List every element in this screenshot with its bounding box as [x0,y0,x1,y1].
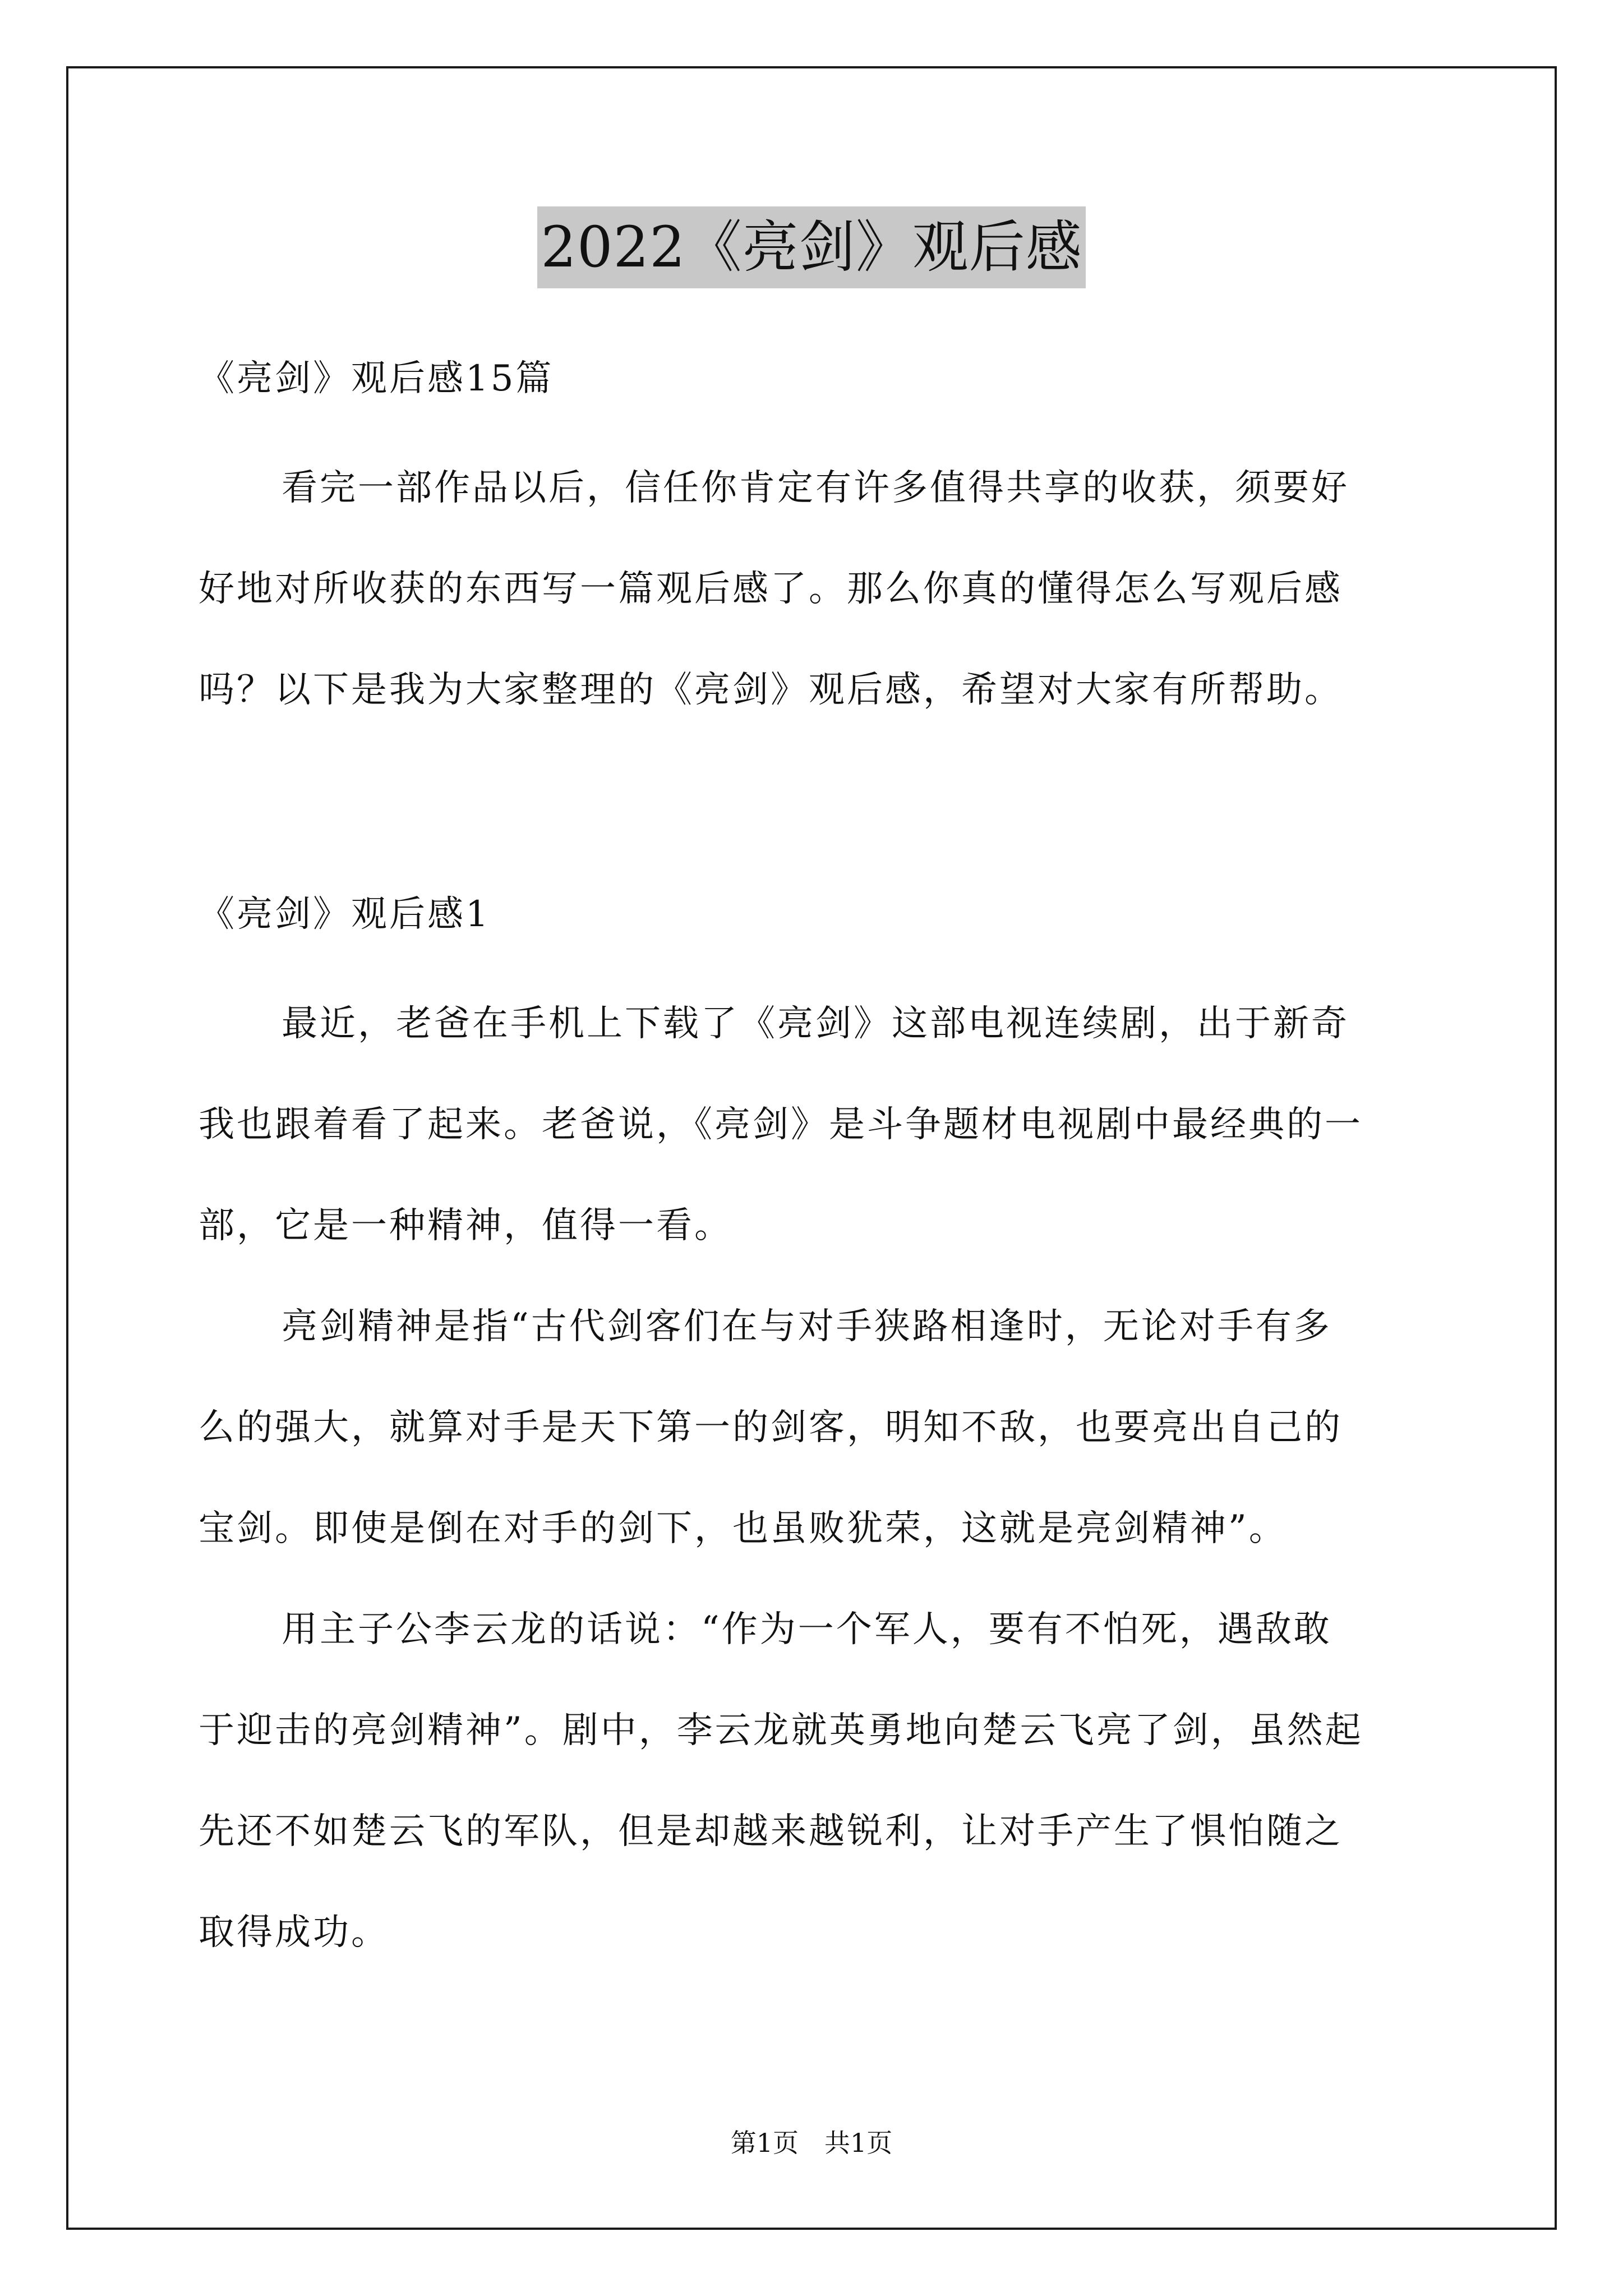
paragraph-line: 取得成功。 [199,1912,389,1953]
intro-line: 看完一部作品以后，信任你肯定有许多值得共享的收获，须要好 [282,467,1349,509]
paragraph-line: 用主子公李云龙的话说：“作为一个军人，要有不怕死，遇敌敢 [282,1609,1332,1650]
intro-line: 好地对所收获的东西写一篇观后感了。那么你真的懂得怎么写观后感 [199,568,1343,610]
paragraph-line: 于迎击的亮剑精神”。剧中，李云龙就英勇地向楚云飞亮了剑，虽然起 [199,1710,1363,1751]
document-subtitle: 《亮剑》观后感15篇 [199,358,554,399]
paragraph-line: 我也跟着看了起来。老爸说，《亮剑》是斗争题材电视剧中最经典的一 [199,1104,1363,1145]
paragraph-line: 部，它是一种精神，值得一看。 [199,1205,732,1246]
intro-paragraph [199,438,1432,740]
page-footer: 第1页 共1页 [730,2128,893,2158]
paragraph-line: 亮剑精神是指“古代剑客们在与对手狭路相逢时，无论对手有多 [282,1306,1332,1347]
paragraph-line: 最近，老爸在手机上下载了《亮剑》这部电视连续剧，出于新奇 [282,1003,1349,1045]
section-heading: 《亮剑》观后感1 [199,894,491,935]
paragraph-line: 先还不如楚云飞的军队，但是却越来越锐利，让对手产生了惧怕随之 [199,1811,1343,1852]
body-paragraph-1 [199,973,1432,1276]
paragraph-line: 宝剑。即使是倒在对手的剑下，也虽败犹荣，这就是亮剑精神”。 [199,1508,1287,1549]
title-container [0,206,1623,288]
paragraph-line: 么的强大，就算对手是天下第一的剑客，明知不敌，也要亮出自己的 [199,1407,1343,1448]
body-paragraph-3 [199,1579,1432,1983]
document-title: 2022《亮剑》观后感 [537,206,1086,288]
intro-line: 吗？以下是我为大家整理的《亮剑》观后感，希望对大家有所帮助。 [199,669,1343,711]
body-paragraph-2 [199,1276,1432,1579]
